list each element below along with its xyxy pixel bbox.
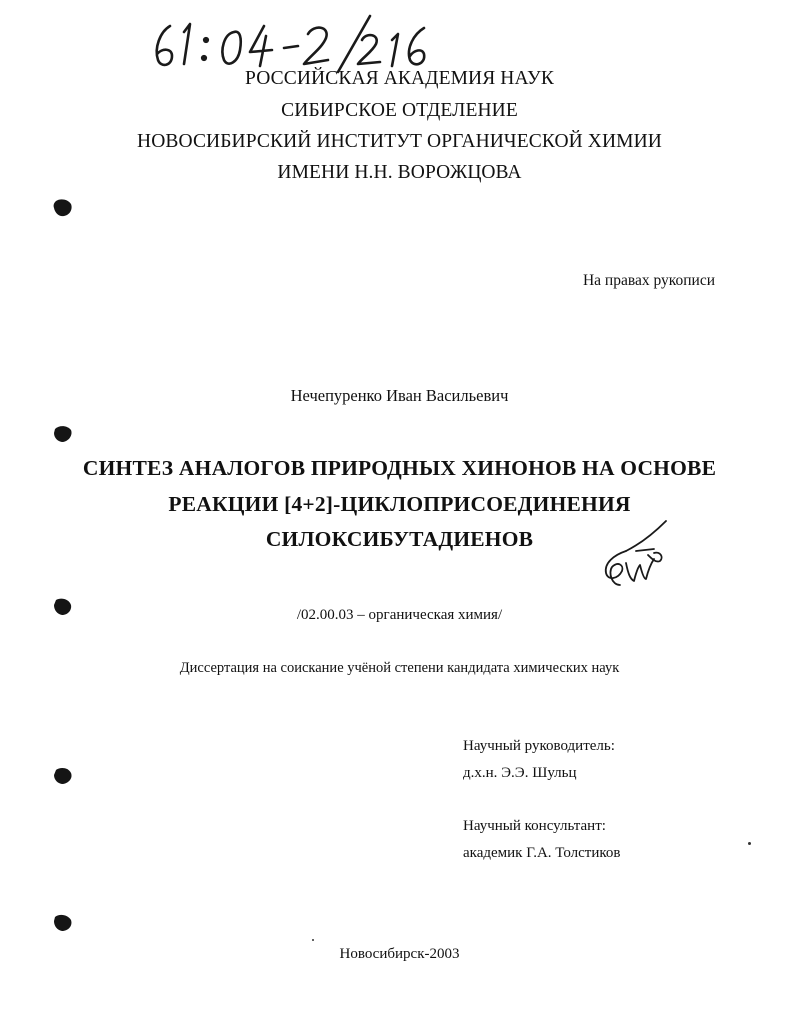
- institution-line-institute: НОВОСИБИРСКИЙ ИНСТИТУТ ОРГАНИЧЕСКОЙ ХИМИИ: [137, 131, 662, 152]
- thesis-title-line-1: СИНТЕЗ АНАЛОГОВ ПРИРОДНЫХ ХИНОНОВ НА ОСНОВЕ: [82, 456, 717, 480]
- binding-hole-mark: [52, 423, 74, 445]
- scan-speck: [748, 842, 751, 845]
- consultant-label: Научный консультант:: [463, 818, 606, 834]
- manuscript-rights-note: На правах рукописи: [582, 272, 715, 289]
- author-name: Нечепуренко Иван Васильевич: [290, 386, 509, 405]
- supervisor-label: Научный руководитель:: [463, 738, 615, 754]
- scan-speck: [312, 939, 314, 941]
- handwritten-signature: [596, 515, 674, 593]
- city-year: Новосибирск-2003: [339, 946, 460, 962]
- supervisor-name: д.х.н. Э.Э. Шульц: [463, 765, 577, 781]
- binding-hole-mark: [52, 197, 74, 219]
- thesis-title-line-2: РЕАКЦИИ [4+2]-ЦИКЛОПРИСОЕДИНЕНИЯ: [168, 492, 631, 516]
- institution-line-branch: СИБИРСКОЕ ОТДЕЛЕНИЕ: [281, 100, 518, 121]
- institution-line-named-after: ИМЕНИ Н.Н. ВОРОЖЦОВА: [277, 162, 522, 183]
- thesis-type: Диссертация на соискание учёной степени кандидата химических наук: [179, 660, 620, 676]
- institution-line-academy: РОССИЙСКАЯ АКАДЕМИЯ НАУК: [245, 68, 554, 89]
- consultant-name: академик Г.А. Толстиков: [463, 845, 621, 861]
- binding-hole-mark: [52, 912, 74, 934]
- thesis-title-line-3: СИЛОКСИБУТАДИЕНОВ: [265, 527, 534, 551]
- specialty-code: /02.00.03 – органическая химия/: [296, 607, 503, 623]
- binding-hole-mark: [52, 596, 74, 618]
- binding-hole-mark: [52, 765, 74, 787]
- handwritten-catalogue-code: [148, 10, 438, 74]
